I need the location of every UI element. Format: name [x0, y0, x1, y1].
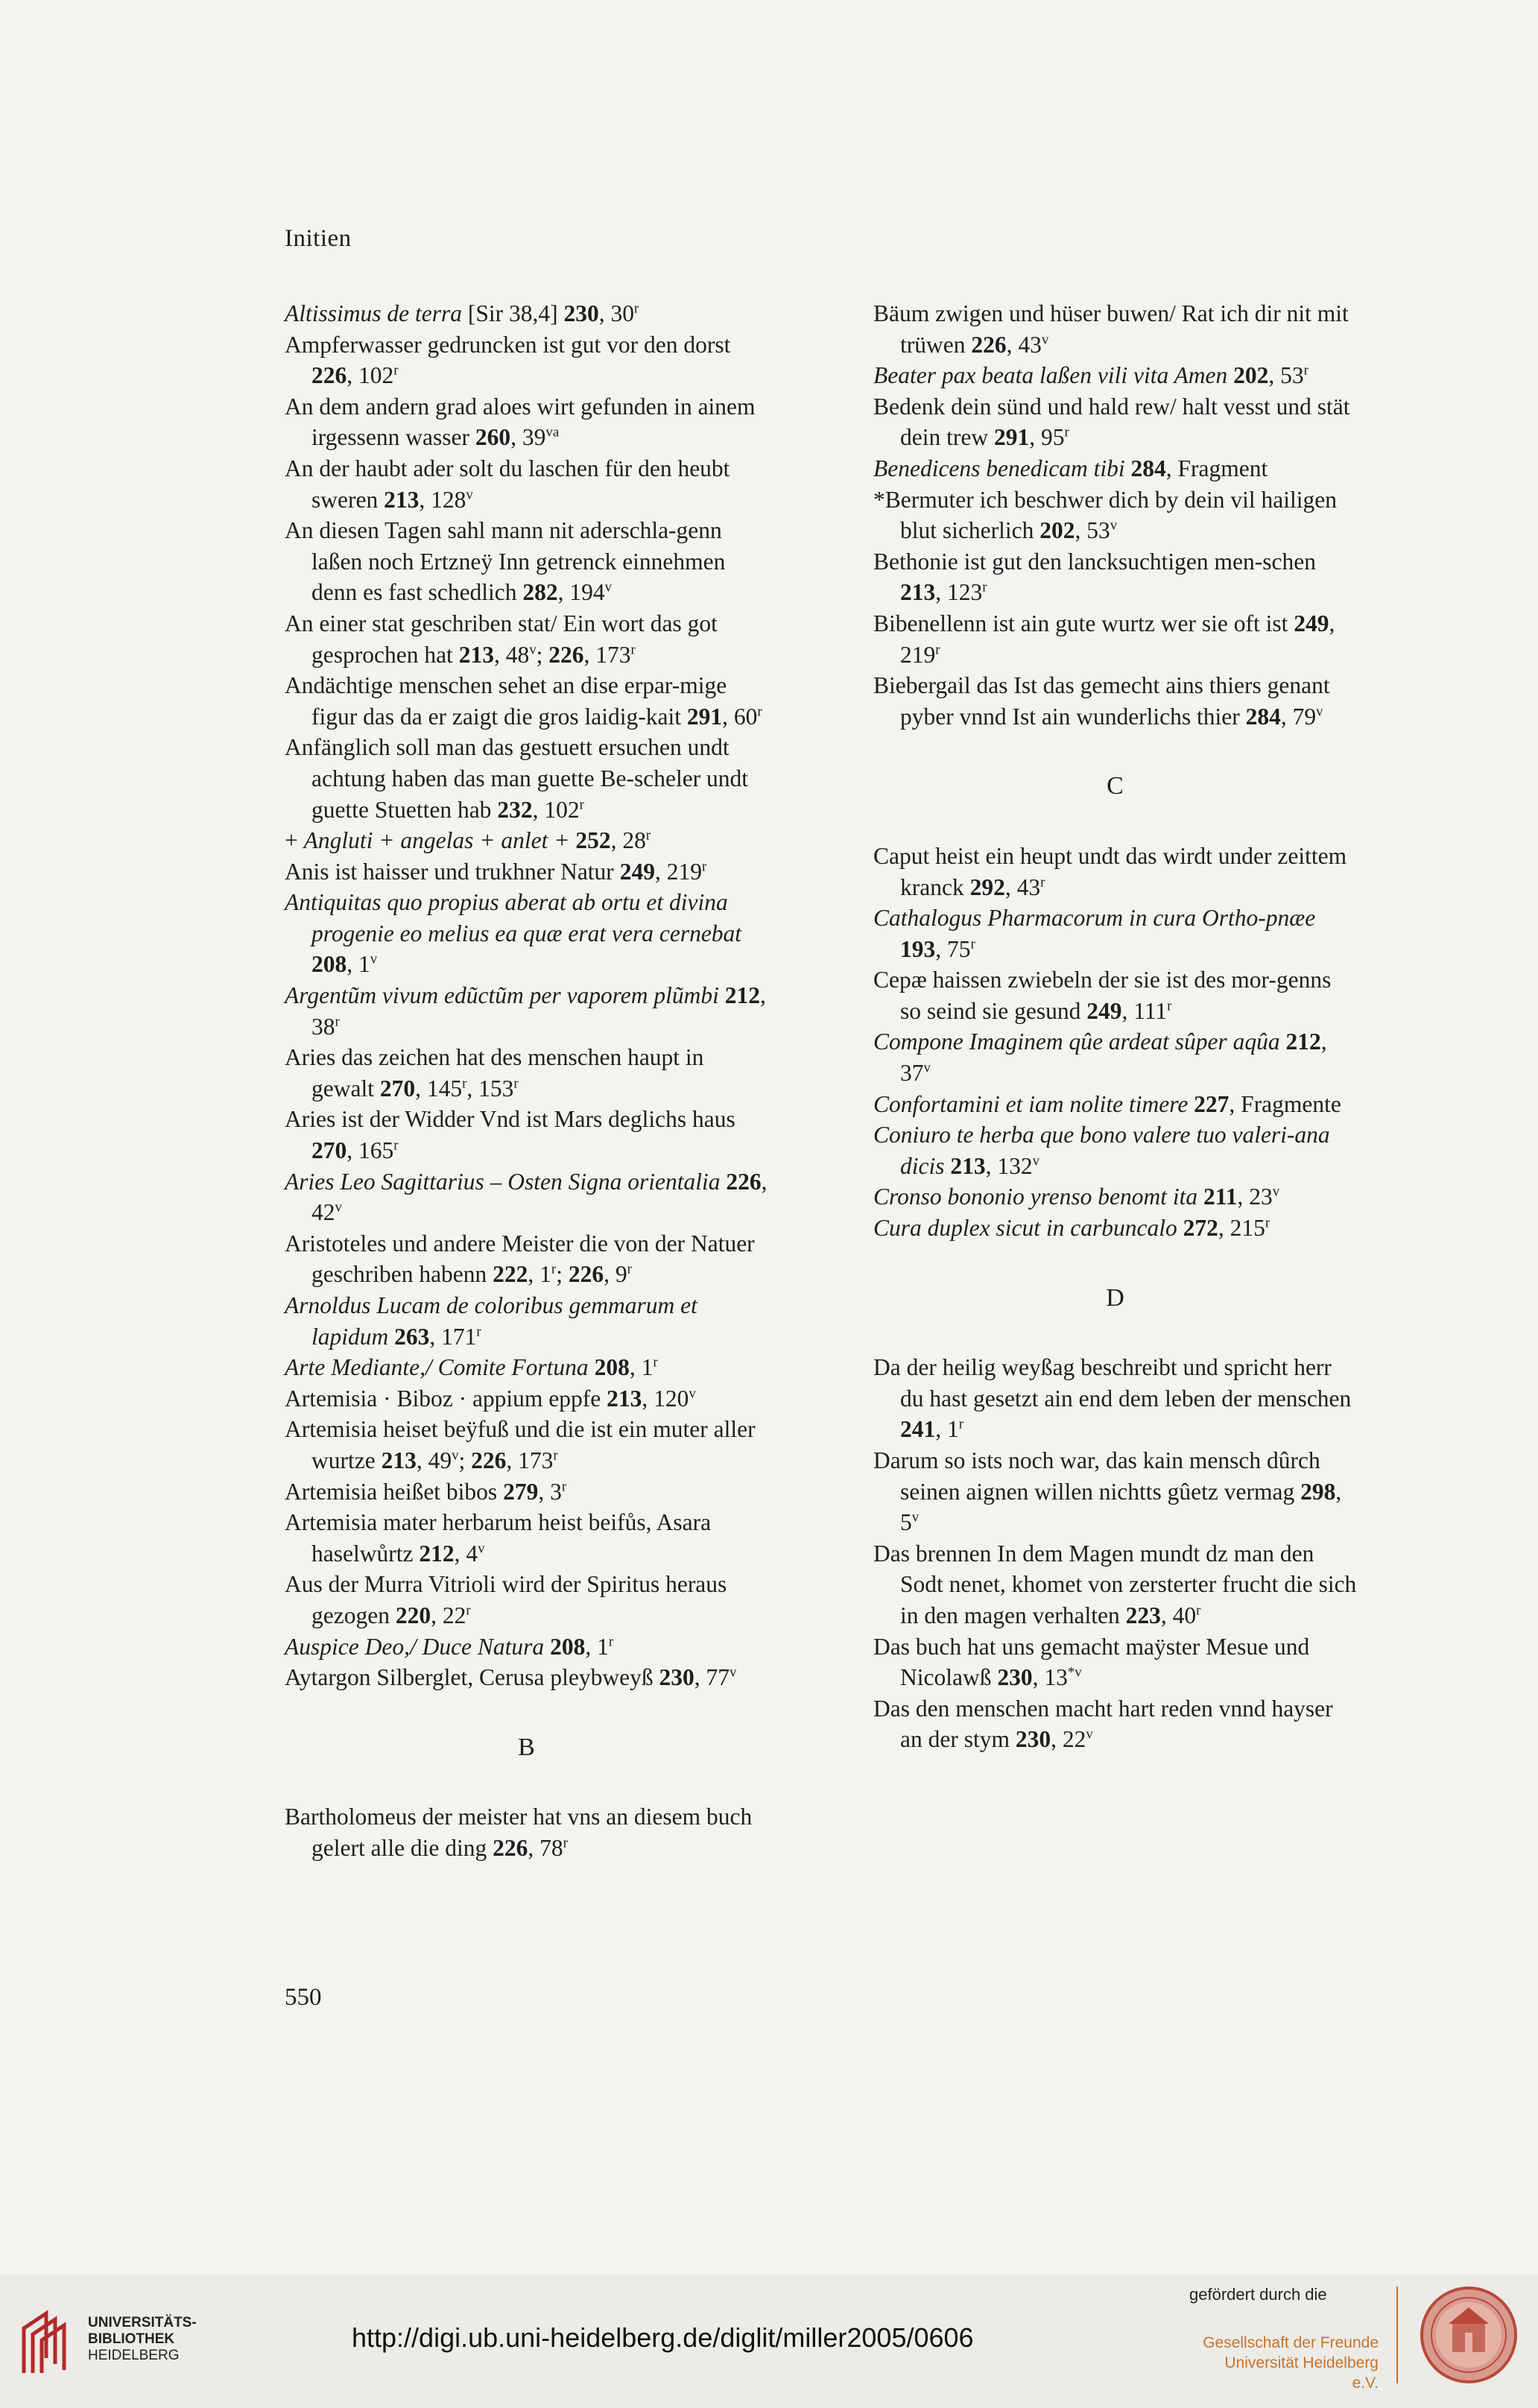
index-entry: Confortamini et iam nolite timere 227, Fragmente	[873, 1090, 1341, 1117]
index-entry: An dem andern grad aloes wirt gefunden in ainem irgessenn wasser 260, $39^{va}$	[285, 393, 756, 451]
ub-heidelberg-logo-icon	[16, 2306, 79, 2377]
index-entry: Das brennen In dem Magen mundt dz man den Sodt nenet, khomet von zersterter frucht die sich in den magen verhalten 223, 40$^r$	[873, 1540, 1357, 1628]
index-entry: Cepæ haissen zwiebeln der sie ist des mor-genns so seind sie gesund 249, 111$^r$	[873, 967, 1332, 1024]
index-entry: Da der heilig weyßag beschreibt und spricht herr du hast gesetzt ain end dem leben der menschen 241, 1$^r$	[873, 1354, 1352, 1443]
index-entry: Aristoteles und andere Meister die von der Natuer geschriben habenn 222, 1$^r$; 226, 9$^r$	[285, 1230, 755, 1288]
index-entry: An einer stat geschriben stat/ Ein wort das got gesprochen hat 213, 48$^v$; 226, 173$^r$	[285, 610, 718, 668]
index-entry: Das den menschen macht hart reden vnnd hayser an der stym 230, 22$^v$	[873, 1695, 1333, 1753]
permalink-url[interactable]: http://digi.ub.uni-heidelberg.de/diglit/miller2005/0606	[352, 2322, 974, 2353]
index-entry: Altissimus de terra [Sir 38,4] 230, 30$^r$	[285, 300, 639, 326]
footer-divider	[1396, 2287, 1398, 2383]
section-letter-c: C	[1107, 772, 1124, 800]
sponsor-label: gefördert durch die	[1189, 2285, 1327, 2304]
running-head: Initien	[285, 225, 352, 252]
index-entry: Anfänglich soll man das gestuett ersuchen undt achtung haben das man guette Be-scheler undt guette Stuetten hab 232, 102$^r$	[285, 734, 749, 823]
index-entry: Cura duplex sicut in carbuncalo 272, 215$^r$	[873, 1215, 1270, 1242]
index-entry: *Bermuter ich beschwer dich by dein vil hailigen blut sicherlich 202, 53$^v$	[873, 486, 1337, 544]
index-entry: Aus der Murra Vitrioli wird der Spiritus heraus gezogen 220, 22$^r$	[285, 1571, 727, 1628]
index-entry: Bedenk dein sünd und hald rew/ halt vesst und stät dein trew 291, 95$^r$	[873, 393, 1350, 451]
index-entry: An der haubt ader solt du laschen für den heubt sweren 213, 128$^v$	[285, 455, 730, 513]
index-entry: Caput heist ein heupt undt das wirdt under zeittem kranck 292, 43$^r$	[873, 842, 1347, 900]
page-number: 550	[285, 1984, 322, 2011]
index-entry: Aries das zeichen hat des menschen haupt in gewalt 270, 145$^r$, 153$^r$	[285, 1044, 704, 1102]
index-entry: Bartholomeus der meister hat vns an diesem buch gelert alle die ding 226, 78$^r$	[285, 1804, 753, 1861]
sponsor-name: Gesellschaft der Freunde Universität Heidelberg e.V.	[1203, 2334, 1379, 2392]
index-entry: Anis ist haisser und trukhner Natur 249, 219$^r$	[285, 858, 707, 885]
index-entry: Andächtige menschen sehet an dise erpar-mige figur das da er zaigt die gros laidig-kait 291, 60$^r$	[285, 672, 762, 730]
index-entry: Artemisia heißet bibos 279, 3$^r$	[285, 1478, 567, 1505]
index-entry: An diesen Tagen sahl mann nit aderschla-genn laßen noch Ertzneÿ Inn getrenck einnehmen denn es fast schedlich 282, 194$^v$	[285, 517, 726, 606]
index-entry: Artemisia · Biboz · appium eppfe 213, 120$^v$	[285, 1385, 696, 1412]
index-entry: Darum so ists noch war, das kain mensch dûrch seinen aignen willen nichtts gûetz vermag 298, 5$^v$	[873, 1447, 1342, 1536]
section-letter-b: B	[518, 1733, 536, 1761]
index-entry: Aries Leo Sagittarius – Osten Signa orientalia 226, 42$^v$	[285, 1168, 768, 1226]
index-entry: Bibenellenn ist ain gute wurtz wer sie oft ist 249, 219$^r$	[873, 610, 1335, 668]
index-entry: Beater pax beata laßen vili vita Amen 202, 53$^r$	[873, 362, 1308, 389]
index-entry: Aytargon Silberglet, Cerusa pleybweyß 230, 77$^v$	[285, 1664, 737, 1691]
index-entry: Auspice Deo,/ Duce Natura 208, 1$^r$	[285, 1633, 614, 1660]
section-letter-d: D	[1106, 1283, 1125, 1312]
index-entry: Artemisia mater herbarum heist beifůs, Asara haselwůrtz 212, 4$^v$	[285, 1509, 712, 1567]
index-entry: Argentũm vivum edũctũm per vaporem plũmbi 212, 38$^r$	[285, 982, 766, 1040]
index-entry: Bethonie ist gut den lancksuchtigen men-schen 213, 123$^r$	[873, 548, 1316, 606]
right-column	[873, 298, 1358, 1755]
index-entry: Cronso bononio yrenso benomt ita 211, 23$^v$	[873, 1184, 1280, 1210]
index-entry: Aries ist der Widder Vnd ist Mars deglichs haus 270, 165$^r$	[285, 1106, 735, 1164]
index-entry: Coniuro te herba que bono valere tuo valeri-ana dicis 213, 132$^v$	[873, 1122, 1330, 1179]
index-entry: Bäum zwigen und hüser buwen/ Rat ich dir nit mit trüwen 226, 43$^v$	[873, 300, 1349, 358]
index-entry: + Angluti + angelas + anlet + 252, 28$^r$	[285, 827, 651, 854]
library-name: UNIVERSITÄTS- BIBLIOTHEK HEIDELBERG	[88, 2315, 197, 2363]
index-entry: Arte Mediante,/ Comite Fortuna 208, 1$^r$	[285, 1354, 658, 1381]
index-entry: Arnoldus Lucam de coloribus gemmarum et lapidum 263, 171$^r$	[285, 1292, 697, 1350]
index-entry: Ampferwasser gedruncken ist gut vor den dorst 226, 102$^r$	[285, 331, 731, 389]
index-entry: Cathalogus Pharmacorum in cura Ortho-pnæe 193, 75$^r$	[873, 905, 1316, 962]
index-entry: Compone Imaginem qûe ardeat sûper aqûa 212, 37$^v$	[873, 1028, 1327, 1087]
left-column	[285, 298, 769, 1864]
index-entry: Biebergail das Ist das gemecht ains thiers genant pyber vnnd Ist ain wunderlichs thier 284, 79$^v$	[873, 672, 1330, 730]
index-entry: Antiquitas quo propius aberat ab ortu et divina progenie eo melius ea quæ erat vera cernebat 208, 1$^v$	[285, 889, 742, 978]
university-seal-icon	[1419, 2285, 1519, 2385]
index-entry: Artemisia heiset beÿfuß und die ist ein muter aller wurtze 213, 49$^v$; 226, 173$^r$	[285, 1416, 756, 1473]
index-entry: Benedicens benedicam tibi 284, Fragment	[873, 455, 1268, 481]
index-entry: Das buch hat uns gemacht maÿster Mesue und Nicolawß 230, 13$^{*v}$	[873, 1633, 1310, 1691]
